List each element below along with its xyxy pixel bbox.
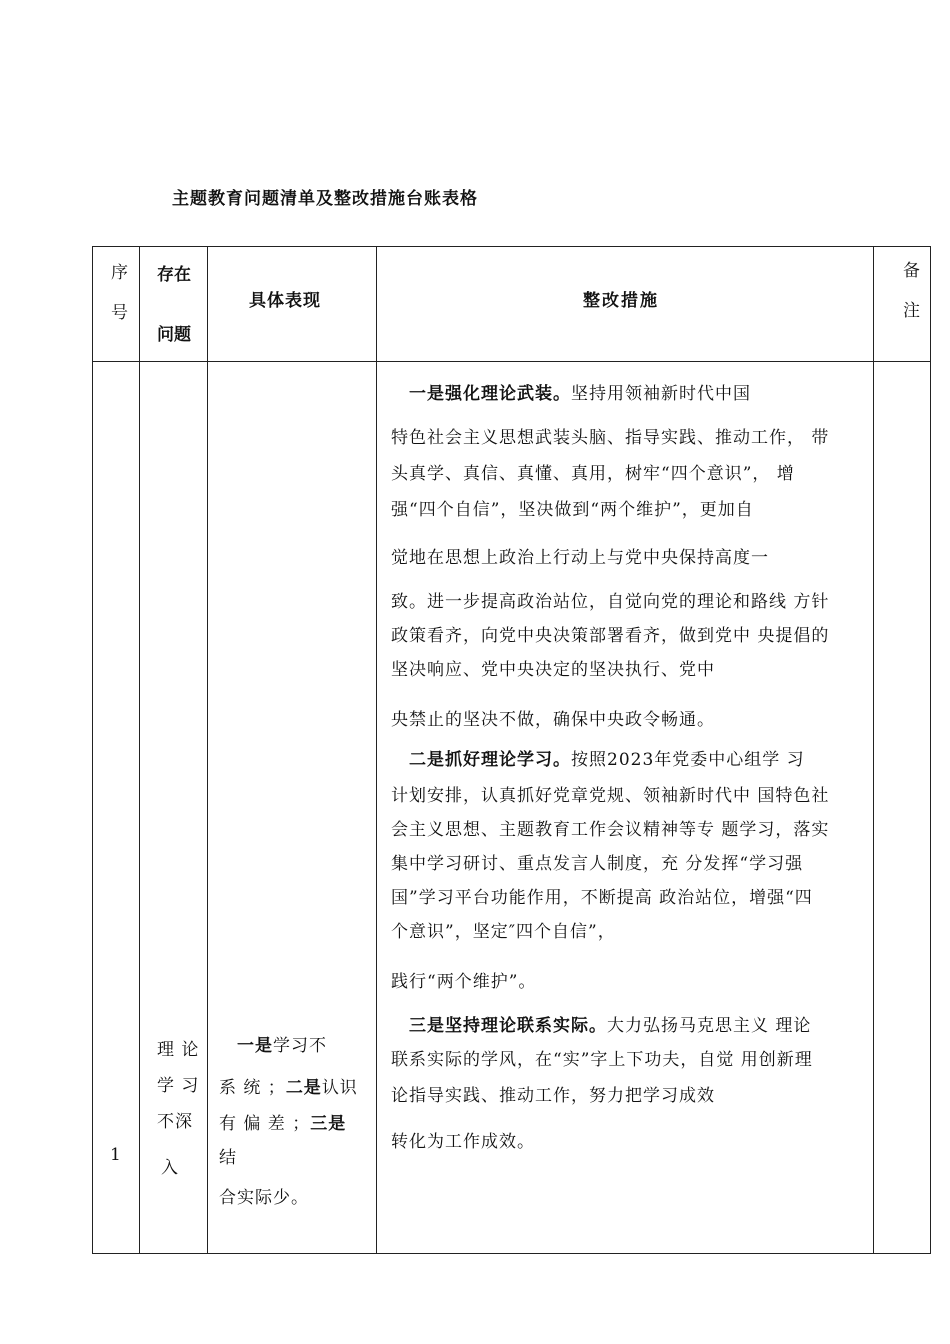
detail-text: 系 统 ； bbox=[219, 1078, 286, 1098]
header-seq-2: 号 bbox=[111, 303, 128, 323]
header-detail: 具体表现 bbox=[249, 291, 321, 311]
measure-line: 个意识”，坚定″四个自信”， bbox=[391, 922, 616, 942]
document-title: 主题教育问题清单及整改措施台账表格 bbox=[172, 189, 478, 209]
detail-text: 认识 bbox=[321, 1078, 358, 1098]
measure-heading: 一是强化理论武装。 bbox=[409, 384, 571, 404]
row-seq: 1 bbox=[110, 1145, 121, 1165]
measure-line: 特色社会主义思想武装头脑、指导实践、推动工作， 带 bbox=[391, 428, 830, 448]
detail-bold: 一是 bbox=[237, 1036, 273, 1056]
column-divider bbox=[376, 247, 377, 1253]
detail-bold: 三是 bbox=[310, 1114, 347, 1134]
measure-line: 央禁止的坚决不做，确保中央政令畅通。 bbox=[391, 710, 715, 730]
measure-line: 联系实际的学风，在“实”字上下功夫，自觉 用创新理 bbox=[391, 1050, 813, 1070]
detail-bold: 二是 bbox=[285, 1078, 322, 1098]
header-measures: 整改措施 bbox=[583, 291, 659, 311]
header-row-divider bbox=[93, 361, 930, 362]
detail-text: 学习不 bbox=[273, 1036, 327, 1056]
detail-line-2 bbox=[219, 1073, 358, 1098]
measure-heading: 二是抓好理论学习。 bbox=[409, 750, 571, 770]
header-remark-2: 注 bbox=[903, 301, 920, 321]
measure-line bbox=[409, 1011, 811, 1036]
detail-line-1 bbox=[237, 1031, 327, 1056]
header-remark-1: 备 bbox=[903, 261, 920, 281]
header-seq-1: 序 bbox=[111, 263, 128, 283]
measure-text: 大力弘扬马克思主义 理论 bbox=[607, 1016, 812, 1036]
measure-text: 按照2023年党委中心组学 习 bbox=[571, 750, 805, 770]
measure-line: 转化为工作成效。 bbox=[391, 1132, 535, 1152]
measure-line: 坚决响应、党中央决定的坚决执行、党中 bbox=[391, 660, 715, 680]
issue-line: 入 bbox=[161, 1158, 179, 1178]
measure-line: 觉地在思想上政治上行动上与党中央保持高度一 bbox=[391, 548, 769, 568]
header-issue-2: 问题 bbox=[157, 325, 191, 345]
issue-line: 不深 bbox=[157, 1112, 193, 1132]
detail-line-4: 结 bbox=[219, 1148, 237, 1168]
column-divider bbox=[207, 247, 208, 1253]
measure-line: 头真学、真信、真懂、真用，树牢“四个意识”， 增 bbox=[391, 464, 795, 484]
issue-line: 理 论 bbox=[157, 1040, 200, 1060]
measure-line: 践行“两个维护”。 bbox=[391, 972, 537, 992]
issue-table bbox=[92, 246, 931, 1254]
measure-line: 致。进一步提高政治站位，自觉向党的理论和路线 方针 bbox=[391, 592, 830, 612]
measure-line bbox=[409, 379, 751, 404]
measure-line: 政策看齐，向党中央决策部署看齐，做到党中 央提倡的 bbox=[391, 626, 830, 646]
measure-line: 论指导实践、推动工作，努力把学习成效 bbox=[391, 1086, 715, 1106]
detail-line-3 bbox=[219, 1109, 346, 1134]
header-issue-1: 存在 bbox=[157, 265, 191, 285]
measure-line: 国”学习平台功能作用，不断提高 政治站位，增强“四 bbox=[391, 888, 813, 908]
measure-line: 强“四个自信”，坚决做到“两个维护”，更加自 bbox=[391, 500, 754, 520]
measure-line: 计划安排，认真抓好党章党规、领袖新时代中 国特色社 bbox=[391, 786, 830, 806]
detail-line-5: 合实际少。 bbox=[219, 1188, 309, 1208]
measure-line: 集中学习研讨、重点发言人制度，充 分发挥“学习强 bbox=[391, 854, 804, 874]
measure-heading: 三是坚持理论联系实际。 bbox=[409, 1016, 607, 1036]
measure-line bbox=[409, 745, 805, 770]
column-divider bbox=[139, 247, 140, 1253]
column-divider bbox=[873, 247, 874, 1253]
measure-text: 坚持用领袖新时代中国 bbox=[571, 384, 751, 404]
detail-text: 有 偏 差 ； bbox=[219, 1114, 311, 1134]
issue-line: 学 习 bbox=[157, 1076, 200, 1096]
measure-line: 会主义思想、主题教育工作会议精神等专 题学习，落实 bbox=[391, 820, 830, 840]
